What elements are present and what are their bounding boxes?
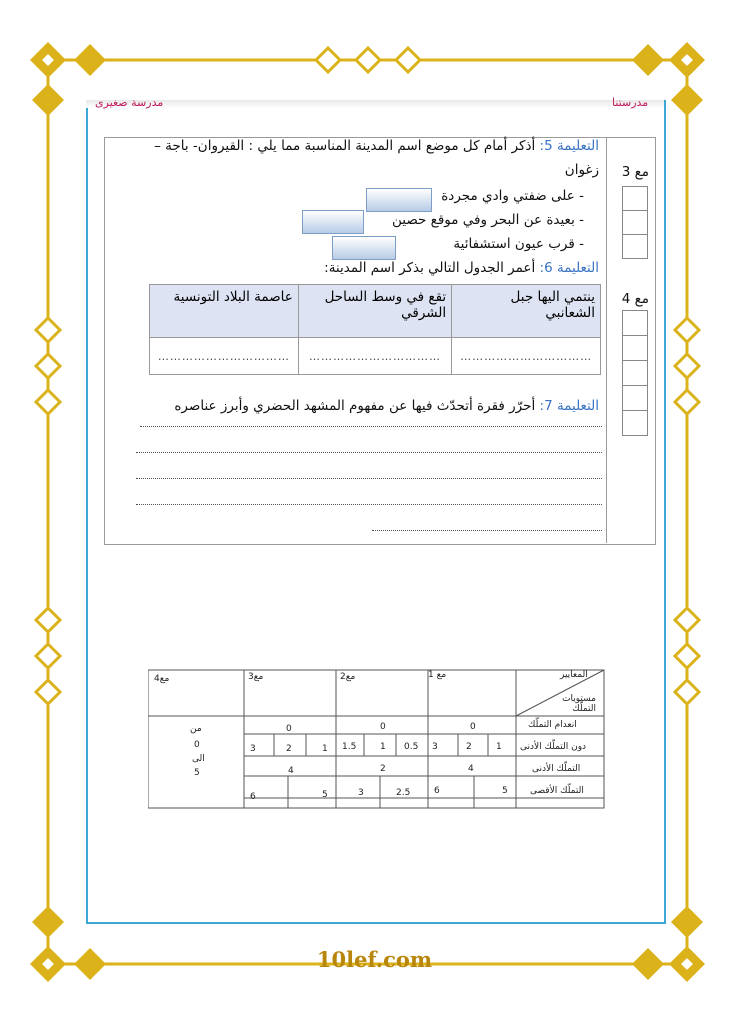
q5-text: أذكر أمام كل موضع اسم المدينة المناسبة مما يلي : القيروان- باجة –	[154, 138, 536, 154]
q5-text-line2: زغوان	[564, 162, 599, 178]
school-name-right: مدرستنا	[612, 96, 649, 109]
score-box-q6-3[interactable]	[622, 360, 648, 386]
q7-answer-line-4[interactable]	[136, 504, 602, 505]
crit2-none: 0	[380, 722, 386, 732]
q5-item-1: - على ضفتي وادي مجردة	[441, 188, 584, 204]
crit3-below-c: 3	[250, 744, 256, 754]
crit3-none: 0	[286, 724, 292, 734]
q6-table	[149, 284, 601, 375]
q7-answer-line-5[interactable]	[372, 530, 602, 531]
score-box-q6-2[interactable]	[622, 335, 648, 361]
score-box-q6-4[interactable]	[622, 385, 648, 411]
crit1-max-a: 5	[502, 786, 508, 796]
q5-label: التعليمة 5:	[539, 138, 599, 154]
q5-answer-3[interactable]	[332, 236, 396, 260]
q5-item-2: - بعيدة عن البحر وفي موقع حصين	[391, 212, 584, 228]
crit2-max-b: 3	[358, 788, 364, 798]
level-none: انعدام التملّك	[528, 720, 577, 730]
score-box-q5-3[interactable]	[622, 234, 648, 259]
q5-answer-1[interactable]	[366, 188, 432, 212]
q6-col-3: عاصمة البلاد التونسية	[150, 285, 299, 338]
crit3-max-b: 6	[250, 792, 256, 802]
grading-corner-bottom: مستويات التملّك	[562, 694, 596, 714]
q5-criterion: مع 3	[621, 164, 649, 180]
level-below-min: دون التملّك الأدنى	[520, 742, 587, 752]
q6-col-2: تقع في وسط الساحل الشرقي	[298, 285, 451, 338]
crit4-to: الى	[192, 754, 205, 764]
crit2-max-a: 2.5	[396, 788, 411, 798]
q6-answer-2[interactable]: ……………………………	[298, 338, 451, 375]
q6-col-1: ينتمي اليها جبل الشعانبي	[452, 285, 601, 338]
q7-answer-line-2[interactable]	[136, 452, 602, 453]
grading-crit-4: مع4	[154, 674, 170, 684]
q7-label: التعليمة 7:	[539, 398, 599, 414]
crit3-below-b: 2	[286, 744, 292, 754]
crit2-min: 2	[380, 764, 386, 774]
q5-item-3: - قرب عيون استشفائية	[453, 236, 584, 252]
score-box-q5-2[interactable]	[622, 210, 648, 235]
crit1-below-a: 1	[496, 742, 502, 752]
q7-answer-line-1[interactable]	[140, 426, 602, 427]
q7-answer-line-3[interactable]	[136, 478, 602, 479]
crit2-below-c: 1.5	[342, 742, 357, 752]
crit2-below-a: 0.5	[404, 742, 419, 752]
q6-criterion: مع 4	[621, 291, 649, 307]
q6-answer-1[interactable]: ……………………………	[452, 338, 601, 375]
level-max: التملّك الأقصى	[530, 786, 584, 796]
school-name-left: مدرسة صغيرى	[95, 96, 164, 109]
crit1-min: 4	[468, 764, 474, 774]
grading-crit-1: مع 1	[428, 670, 447, 680]
crit3-below-a: 1	[322, 744, 328, 754]
q5-instruction	[154, 138, 599, 154]
grading-crit-3: مع3	[248, 672, 264, 682]
score-box-q6-5[interactable]	[622, 410, 648, 436]
q6-text: أعمر الجدول التالي بذكر اسم المدينة:	[324, 260, 536, 276]
score-box-q5-1[interactable]	[622, 186, 648, 211]
q5-answer-2[interactable]	[302, 210, 364, 234]
paper-top-shade	[86, 100, 664, 108]
q6-label: التعليمة 6:	[539, 260, 599, 276]
crit1-below-b: 2	[466, 742, 472, 752]
crit1-below-c: 3	[432, 742, 438, 752]
crit3-max-a: 5	[322, 790, 328, 800]
crit1-max-b: 6	[434, 786, 440, 796]
q6-instruction	[324, 260, 599, 276]
crit2-below-b: 1	[380, 742, 386, 752]
crit4-from: من	[190, 724, 202, 734]
q7-text: أحرّر فقرة أتحدّث فيها عن مفهوم المشهد الحضري وأبرز عناصره	[174, 398, 536, 414]
score-box-q6-1[interactable]	[622, 310, 648, 336]
grading-crit-2: مع2	[340, 672, 356, 682]
q7-instruction	[174, 398, 599, 414]
crit3-min: 4	[288, 766, 294, 776]
grading-corner-top: المعايير	[560, 670, 588, 680]
crit1-none: 0	[470, 722, 476, 732]
crit4-to-value: 5	[194, 768, 200, 778]
level-min: التملّك الأدنى	[532, 764, 581, 774]
q6-answer-3[interactable]: ……………………………	[150, 338, 299, 375]
crit4-from-value: 0	[194, 740, 200, 750]
footer-site[interactable]: 10lef.com	[316, 947, 433, 972]
